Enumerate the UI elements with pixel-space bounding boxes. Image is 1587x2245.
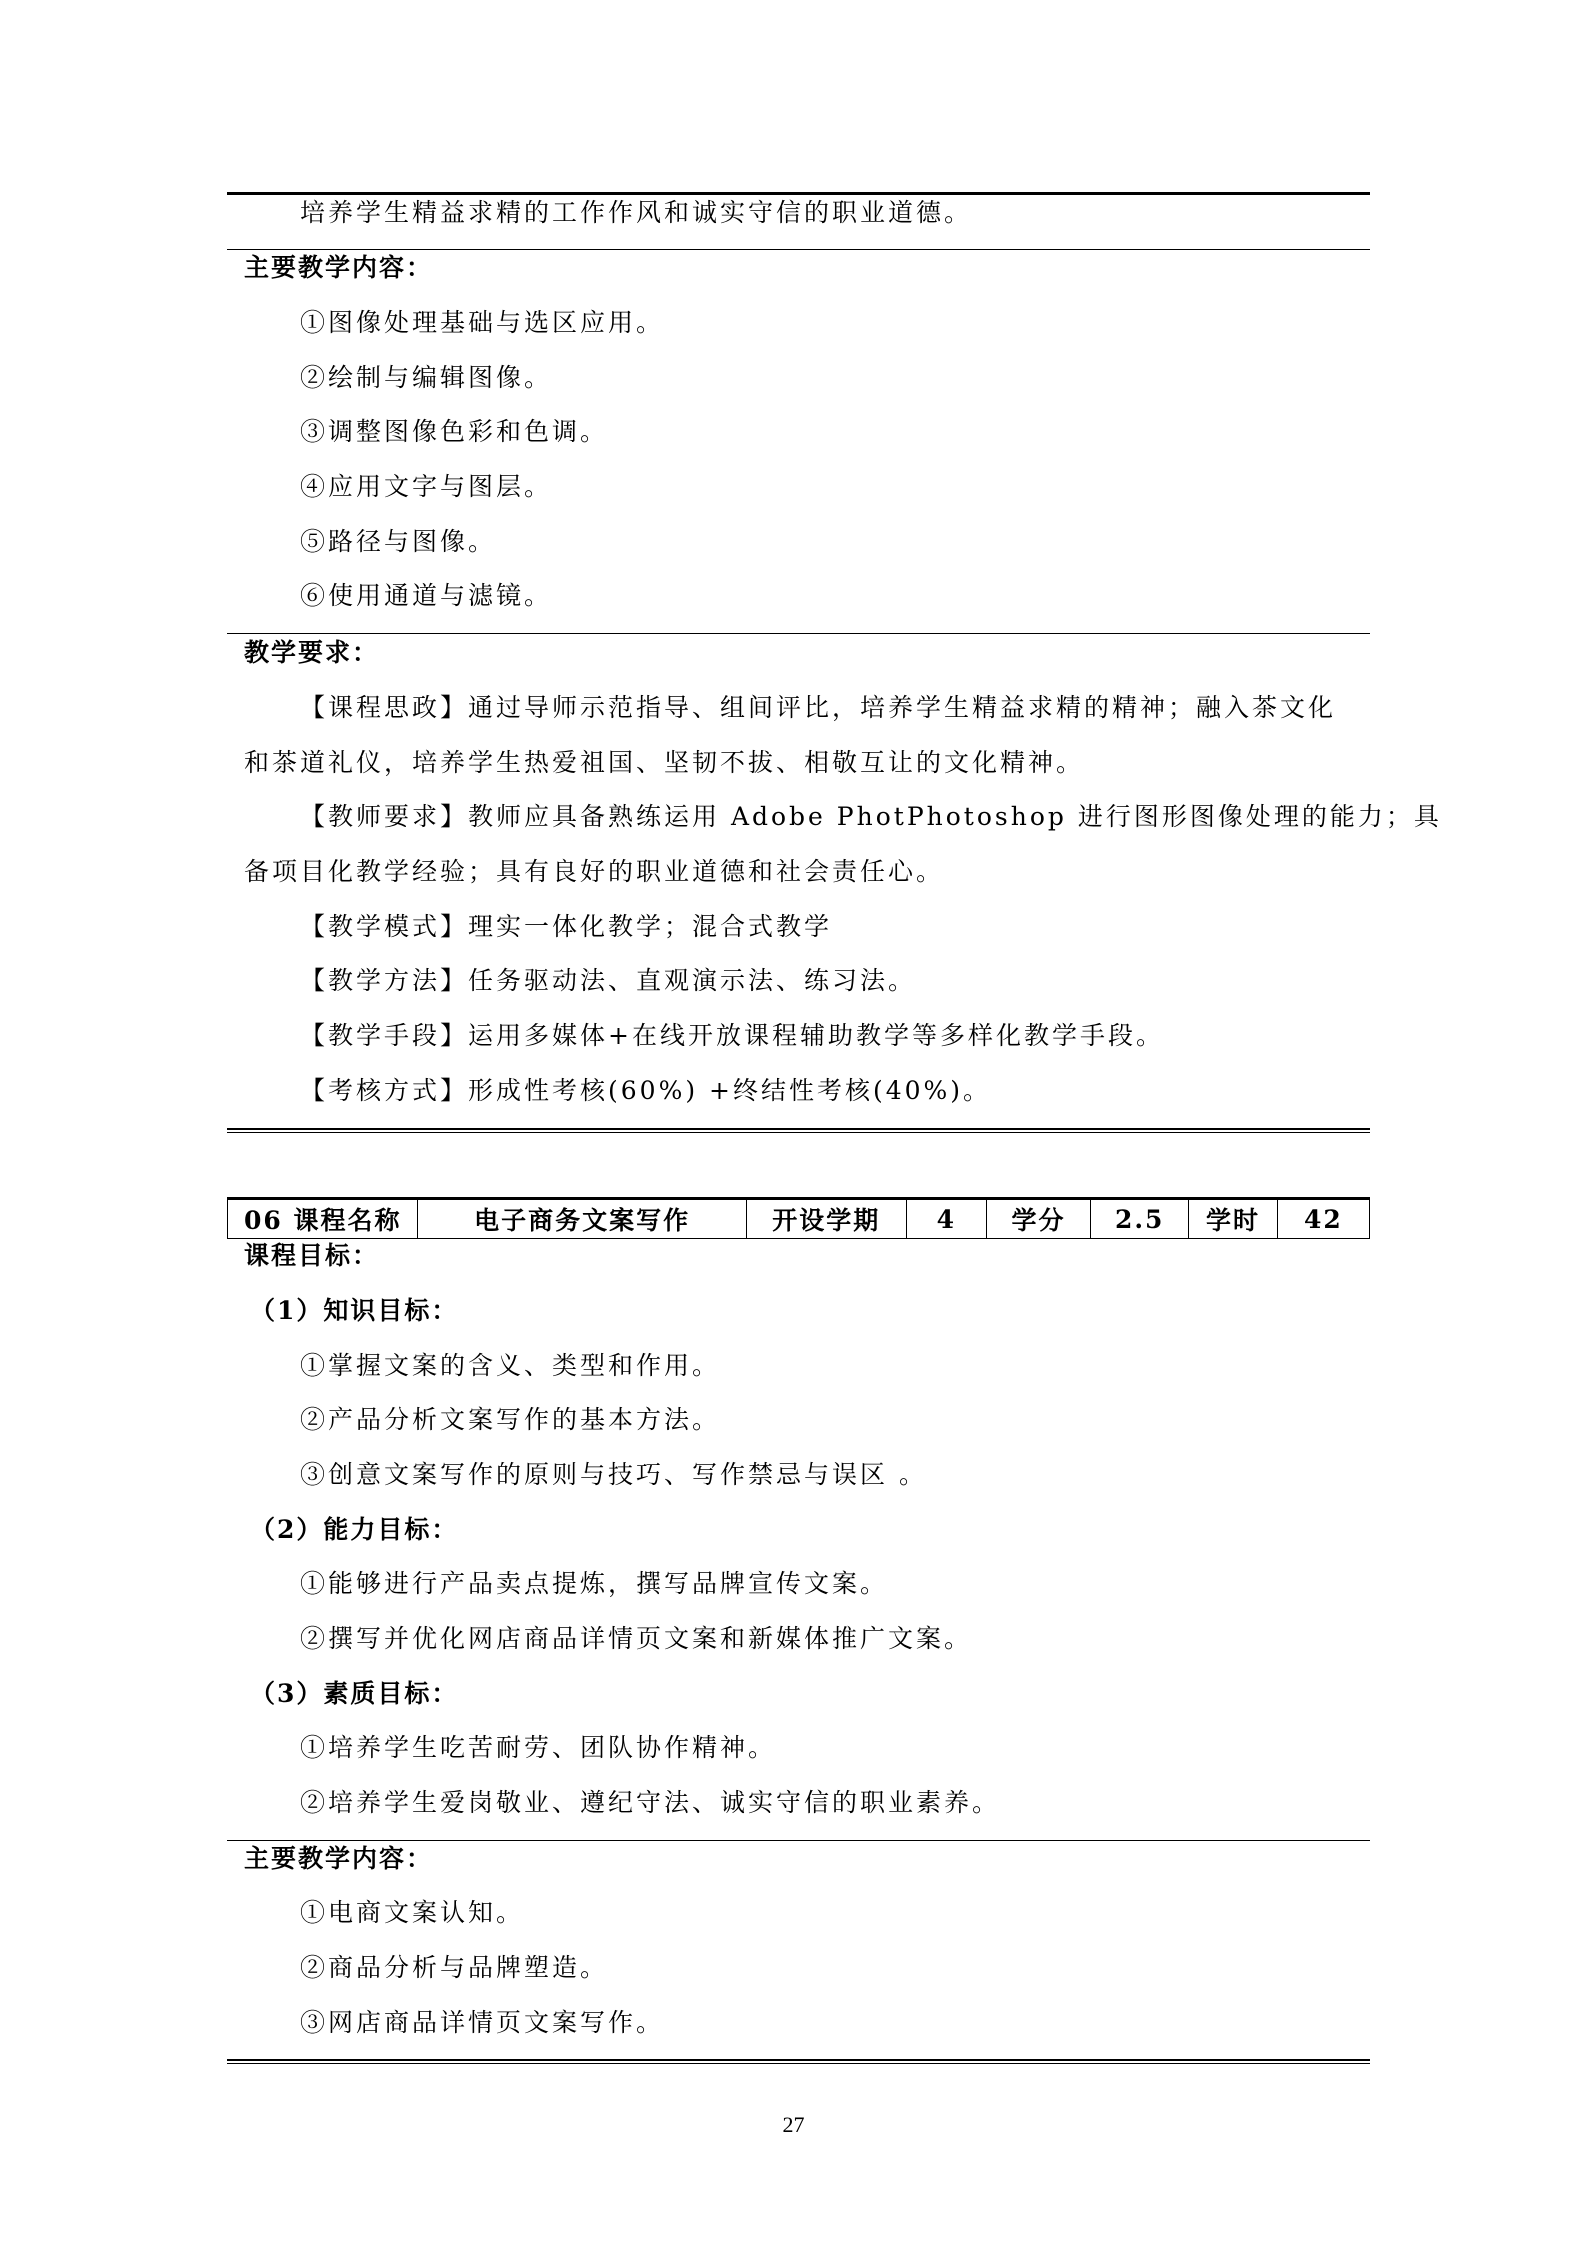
requirements-heading: 教学要求： xyxy=(244,638,380,667)
ability-heading: （2）能力目标： xyxy=(250,1515,459,1544)
quality-heading: （3）素质目标： xyxy=(250,1679,459,1708)
course-header-row xyxy=(228,1199,1370,1239)
requirement-line: 【考核方式】形成性考核(60%) +终结性考核(40%)。 xyxy=(300,1076,992,1105)
course-header-table xyxy=(227,1197,1370,1239)
course-content-heading: 主要教学内容： xyxy=(244,1844,434,1873)
content-heading: 主要教学内容： xyxy=(244,253,434,282)
carry-over-line: 培养学生精益求精的工作作风和诚实守信的职业道德。 xyxy=(300,198,973,227)
requirement-line: 【教学手段】运用多媒体+在线开放课程辅助教学等多样化教学手段。 xyxy=(300,1021,1164,1050)
course-name: 电子商务文案写作 xyxy=(418,1199,746,1239)
content-item: ①图像处理基础与选区应用。 xyxy=(300,308,665,337)
page-number: 27 xyxy=(782,2112,805,2137)
credit-value: 2.5 xyxy=(1091,1199,1189,1239)
requirement-line: 【教师要求】教师应具备熟练运用 Adobe PhotPhotoshop 进行图形图像处理的能力；具 xyxy=(300,802,1442,831)
knowledge-item: ②产品分析文案写作的基本方法。 xyxy=(300,1405,721,1434)
table-top-rule xyxy=(227,192,1370,195)
ability-item: ①能够进行产品卖点提炼，撰写品牌宣传文案。 xyxy=(300,1569,889,1598)
ability-item: ②撰写并优化网店商品详情页文案和新媒体推广文案。 xyxy=(300,1624,973,1653)
requirement-line: 【课程思政】通过导师示范指导、组间评比，培养学生精益求精的精神；融入茶文化 xyxy=(300,693,1337,722)
knowledge-item: ③创意文案写作的原则与技巧、写作禁忌与误区 。 xyxy=(300,1460,927,1489)
requirement-line: 【教学模式】理实一体化教学；混合式教学 xyxy=(300,912,833,941)
course-content-item: ②商品分析与品牌塑造。 xyxy=(300,1953,609,1982)
credit-label: 学分 xyxy=(986,1199,1090,1239)
table-bottom-rule xyxy=(227,1128,1370,1133)
requirement-line: 备项目化教学经验；具有良好的职业道德和社会责任心。 xyxy=(244,857,945,886)
quality-item: ②培养学生爱岗敬业、遵纪守法、诚实守信的职业素养。 xyxy=(300,1788,1001,1817)
knowledge-item: ①掌握文案的含义、类型和作用。 xyxy=(300,1351,721,1380)
goal-heading: 课程目标： xyxy=(244,1241,380,1270)
course-number-label: 06 课程名称 xyxy=(228,1199,418,1239)
content-item: ②绘制与编辑图像。 xyxy=(300,363,553,392)
table-bottom-rule xyxy=(227,2059,1370,2064)
row-divider xyxy=(227,633,1370,634)
content-item: ④应用文字与图层。 xyxy=(300,472,553,501)
content-item: ③调整图像色彩和色调。 xyxy=(300,417,609,446)
content-item: ⑤路径与图像。 xyxy=(300,527,497,556)
course-content-item: ①电商文案认知。 xyxy=(300,1898,525,1927)
row-divider xyxy=(227,249,1370,250)
row-divider xyxy=(227,1840,1370,1841)
hours-value: 42 xyxy=(1277,1199,1369,1239)
requirement-line: 【教学方法】任务驱动法、直观演示法、练习法。 xyxy=(300,966,917,995)
knowledge-heading: （1）知识目标： xyxy=(250,1296,459,1325)
course-content-item: ③网店商品详情页文案写作。 xyxy=(300,2008,665,2037)
requirement-line: 和茶道礼仪，培养学生热爱祖国、坚韧不拔、相敬互让的文化精神。 xyxy=(244,748,1085,777)
quality-item: ①培养学生吃苦耐劳、团队协作精神。 xyxy=(300,1733,777,1762)
content-item: ⑥使用通道与滤镜。 xyxy=(300,581,553,610)
semester-value: 4 xyxy=(906,1199,986,1239)
hours-label: 学时 xyxy=(1189,1199,1277,1239)
semester-label: 开设学期 xyxy=(746,1199,906,1239)
